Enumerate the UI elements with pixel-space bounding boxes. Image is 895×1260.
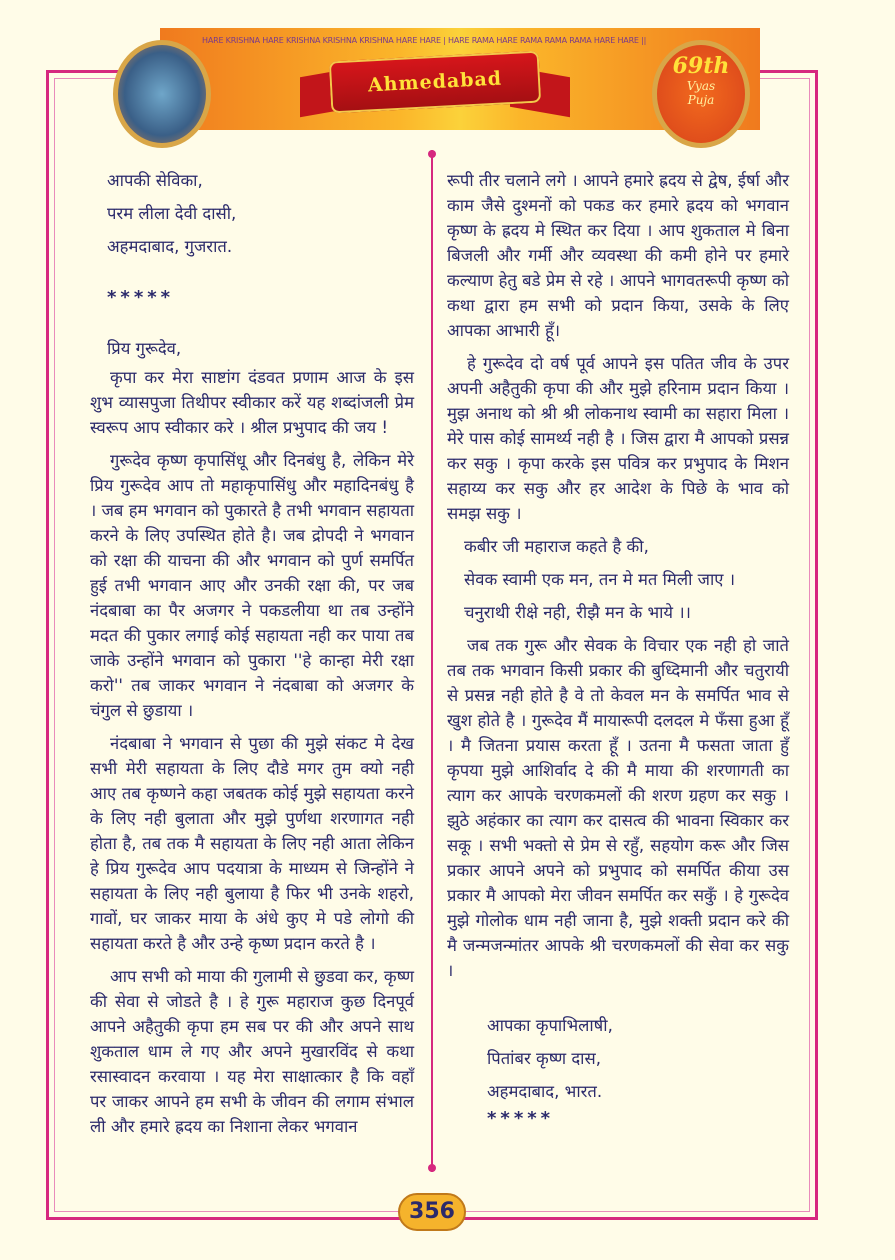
signature-line: अहमदाबाद, भारत. [487, 1082, 603, 1101]
paragraph: हे गुरूदेव दो वर्ष पूर्व आपने इस पतित जीव के उपर अपनी अहैतुकी कृपा की और मुझे हरिनाम प्रदान किया । मुझ अनाथ को श्री श्री लोकनाथ स्वामी का सहारा मिला । मेरे पास कोई सामर्थ्य नही है । जिस द्वारा मै आपको प्रसन्न कर सकु । कृपा करके इस पवित्र कर प्रभुपाद के मिशन सहाय्य कर सकु और हर आदेश के पिछे के भाव को समझ सकु । [447, 354, 789, 523]
separator-stars: ***** [107, 287, 175, 308]
separator-stars: ***** [487, 1108, 555, 1129]
signature-line: आपका कृपाभिलाषी, [487, 1016, 613, 1035]
signature-line: पितांबर कृष्ण दास, [487, 1049, 601, 1068]
vyas-puja-badge [652, 40, 750, 148]
city-title: Ahmedabad [367, 67, 503, 97]
mantra-text: HARE KRISHNA HARE KRISHNA KRISHNA KRISHNA HARE HARE | HARE RAMA HARE RAMA RAMA RAMA HARE HARE || [202, 36, 647, 45]
paragraph: रूपी तीर चलाने लगे । आपने हमारे ह्रदय से द्वेष, ईर्षा और काम जैसे दुश्मनों को पकड कर हमारे ह्रदय को भगवान कृष्ण के ह्रदय मे स्थित कर दिया । आप शुकताल मे बिना बिजली और गर्मी और व्यवस्था की कमी होने पर हमारे कल्याण हेतु बडे प्रेम से रहे । आपने भागवतरूपी कृष्ण को कथा द्वारा हम सभी को प्रदान किया, उसके के लिए आपका आभारी हूँ। [447, 171, 789, 340]
paragraph: आप सभी को माया की गुलामी से छुडवा कर, कृष्ण की सेवा से जोडते है । हे गुरू महाराज कुछ दिनपूर्व आपने अहैतुकी कृपा हम सब पर की और अपने साथ शुकताल धाम ले गए और अपने मुखारविंद से कथा रसास्वादन करवाया । यह मेरा साक्षात्कार है कि वहाँ पर जाकर आपने हम सभी के जीवन की लगाम संभाल ली और हमारे ह्रदय का निशाना लेकर भगवान [90, 967, 414, 1136]
signature-line: आपकी सेविका, [107, 171, 203, 190]
quote-line: सेवक स्वामी एक मन, तन मे मत मिली जाए । [464, 570, 736, 589]
column-divider [431, 150, 433, 1172]
signature-line: अहमदाबाद, गुजरात. [107, 237, 233, 256]
badge-line2: Puja [687, 93, 715, 107]
badge-line1: Vyas [686, 79, 716, 93]
page-number: 356 [398, 1193, 466, 1231]
title-ribbon [329, 51, 541, 114]
paragraph: गुरूदेव कृष्ण कृपासिंधू और दिनबंधु है, लेकिन मेरे प्रिय गुरूदेव आप तो महाकृपासिंधु और महादिनबंधु है । जब हम भगवान को पुकारते है तभी भगवान सहायता करने के लिए उपस्थित होते है। जब द्रोपदी ने भगवान को रक्षा की याचना की और भगवान को पुर्ण समर्पित हुई तभी भगवान आए और उनकी रक्षा की, पर जब नंदबाबा का पैर अजगर ने पकडलीया था तब उन्होंने मदत की पुकार लगाई कोई सहायता नही कर पाया तब जाके उन्होंने भगवान को पुकारा ''हे कान्हा मेरी रक्षा करो'' तब जाकर भगवान ने नंदबाबा को अजगर के चंगुल से छुडाया । [90, 451, 414, 720]
badge-number: 69th [672, 53, 730, 79]
paragraph: नंदबाबा ने भगवान से पुछा की मुझे संकट मे देख सभी मेरी सहायता के लिए दौडे मगर तुम क्यो नही आए तब कृष्णने कहा जबतक कोई मुझे सहायता करने के लिए नही बुलाता और मुझे पुर्णथा शरणागत नही होता है, तब तक मै सहायता के लिए नही आता लेकिन हे प्रिय गुरूदेव आप पदयात्रा के माध्यम से जिन्होंने ने सहायता के लिए नही बुलाया है फिर भी उनके शहरो, गावों, घर जाकर माया के अंधे कुए मे पडे लोगो की सहायता करते है और उन्हे कृष्ण प्रदान करते है । [90, 734, 414, 953]
quote-line: चनुराथी रीक्षे नही, रीझै मन के भाये ।। [464, 603, 691, 622]
right-column [447, 168, 789, 1139]
left-column [90, 168, 414, 1147]
paragraph: कृपा कर मेरा साष्टांग दंडवत प्रणाम आज के इस शुभ व्यासपुजा तिथीपर स्वीकार करें यह शब्दांजली प्रेम स्वरूप आप स्वीकार करे । श्रील प्रभुपाद की जय ! [90, 368, 414, 437]
signature-line: परम लीला देवी दासी, [107, 204, 237, 223]
paragraph: जब तक गुरू और सेवक के विचार एक नही हो जाते तब तक भगवान किसी प्रकार की बुध्दिमानी और चतुरायी से प्रसन्न नही होते है वे तो केवल मन के समर्पित भाव से खुश होते है । गुरूदेव मैं मायारूपी दलदल मे फँसा हुआ हूँ । मै जितना प्रयास करता हूँ । उतना मै फसता जाता हुँ कृपया मुझे आशिर्वाद दे की मै माया की शरणागती का त्याग कर आपके चरणकमलों की शरण ग्रहण कर सकु । झुठे अहंकार का त्याग कर दासत्व की भावना स्विकार कर सकू । सभी भक्तो से प्रेम से रहुँ, सहयोग करू और जिस प्रकार आपने अपने को प्रभुपाद को समर्पित कीया उस प्रकार मै आपको मेरा जीवन समर्पित कर सकुँ । हे गुरूदेव मुझे गोलोक धाम नही जाना है, मुझे शक्ती प्रदान करे की मै जन्मजन्मांतर आपके श्री चरणकमलों की सेवा कर सकु । [447, 636, 789, 980]
salutation: प्रिय गुरूदेव, [107, 339, 182, 358]
deity-image-medallion [113, 40, 211, 148]
quote-line: कबीर जी महाराज कहते है की, [464, 537, 649, 556]
